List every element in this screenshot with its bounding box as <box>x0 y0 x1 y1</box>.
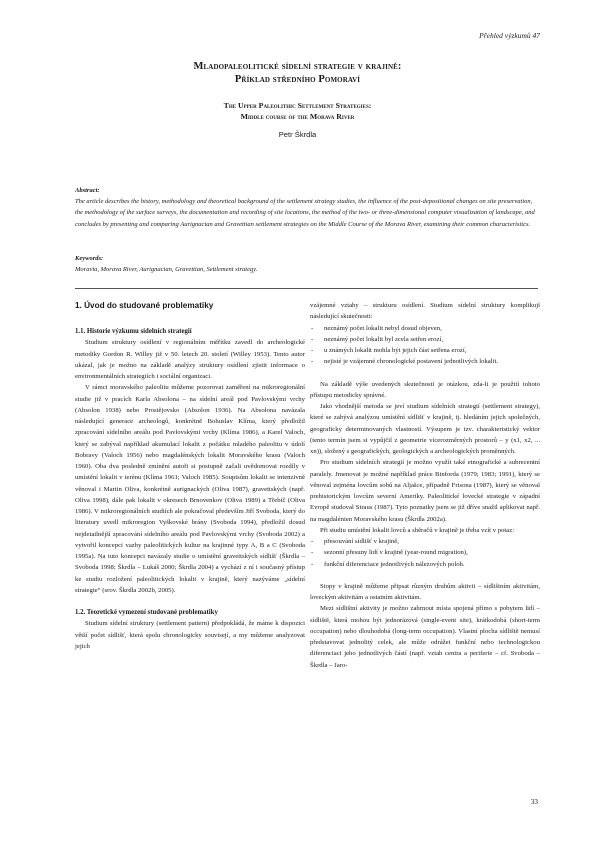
bullet-list <box>310 323 540 368</box>
paragraph: Stopy v krajině můžeme připsat různým druhům aktivit – sídlištním aktivitám, loveckým aktivitám a ostatním aktivitám. <box>310 582 540 601</box>
divider <box>75 288 538 289</box>
list-item: - sezonní přesuny lidí v krajině (year-round migration), <box>310 547 540 558</box>
paragraph: Studium sídelní struktury (settlement pattern) předpokládá, že máme k dispozici větší počet sídlišť, která spolu chronologicky souvisejí, a my můžeme analyzovat jejich <box>75 620 305 650</box>
title-czech <box>0 60 595 86</box>
title-english-line-1: The Upper Paleolithic Settlement Strategies: <box>223 101 372 110</box>
keywords-label: Keywords: <box>75 255 104 262</box>
paragraph: Mezi sídlištní aktivity je možno zahrnout místa spojená přímo s pobytem lidí – sídliště, která mohou být jednorázová (single-event site), krátkodobá (short-term occupation) nebo dlouhodobá (long-term occupation). Vlastní plocha sídliště nemusí představovat jednolitý celek, ale může odrážet funkční nebo technologickou diferenciaci jeho jednotlivých částí (např. vztah centra a periferie – cf. Svoboda – Škrdla – Jaro- <box>310 605 540 669</box>
title-english-line-2: Middle course of the Morava River <box>240 112 355 121</box>
list-item: - funkční diferenciace jednotlivých nálezových poloh. <box>310 559 540 570</box>
list-item: - neznámý počet lokalit nebyl dosud objeven, <box>310 323 540 334</box>
section-heading-1: 1. Úvod do studované problematiky <box>75 301 214 310</box>
paragraph: Pro studium sídelních strategií je možno využít také etnografické a subrecentní paralely. Jmenovat je možné například práce Binforda (1979; 1983; 1991), který se věnoval zejména lovcům sobů na Aljašce, případně Frisona (1987), který se věnoval prehistorickým lovcům severní Ameriky. Paleolitické lovecké strategie v západní Evropě studoval Straus (1987). Tyto poznatky jsem se již dříve snažil aplikovat např. na magdalénien Moravského krasu (Škrdla 2002a). <box>310 459 540 523</box>
paragraph: Studium struktury osídlení v regionálním měřítku zavedl do archeologické metodiky Gordon R. Willey již v 50. letech 20. století (Willey 1953). Tento autor ukázal, jak je možno na základě analýzy struktury osídlení zjistit informace o environmentálních strategiích i sociální organizaci. <box>75 339 305 380</box>
paragraph: Jako vhodnější metoda se jeví studium sídelních strategií (settlement strategy), které se zabývá analýzou umístění sídlišť v krajině, tj. hledáním jejich společných, geograficky determinovaných vlastností. Výsupem je tzv. charakteristický vektor (tento termín jsem si vypůjčil z geometrie vícerozměrných prostorů – y (x1, x2, ... xn)), složený s geografických, geologických a archeologických proměnných. <box>310 403 540 455</box>
title-english <box>0 100 595 122</box>
list-item: - přesouvání sídlišť v krajině, <box>310 536 540 547</box>
abstract-label: Abstract: <box>75 187 100 194</box>
abstract-text: The article describes the history, methodology and theoretical background of the settlement strategy studies, the influence of the post-depositional changes on site preservation, the methodology of the surface surveys, the documentation and recording of site locations, the method of the two- or three-dimensional computer visualization of landscape, and concludes by presenting and comparing Aurignacian and Gravettian settlement strategies on the Middle Course of the Morava River, examining their common characteristics. <box>75 198 535 228</box>
keywords-text: Moravia, Morava River, Aurignacian, Gravettian, Settlement strategy. <box>75 266 258 274</box>
right-column <box>310 300 540 671</box>
paragraph: Na základě výše uvedených skutečností je otázkou, zda-li je použití tohoto přístupu metodicky správné. <box>310 380 540 399</box>
list-item: - neznámý počet lokalit byl zcela setřen erozí, <box>310 334 540 345</box>
title-czech-line-1: Mladopaleolitické sídelní strategie v krajině: <box>193 61 402 72</box>
abstract <box>75 185 538 230</box>
list-item: - u známých lokalit mohla být jejich část setřena erozí, <box>310 345 540 356</box>
paragraph: vzájemné vztahy – strukturu osídlení. Studium sídelní struktury komplikují následující skutečnosti: <box>310 302 540 321</box>
running-head: Přehled výzkumů 47 <box>479 31 540 40</box>
title-czech-line-2: Příklad středního Pomoraví <box>234 74 361 85</box>
paragraph: V rámci moravského paleolitu můžeme pozorovat zaměření na mikroregionální studie již v pracích Karla Absolona – na sídelní areál pod Pavlovskými vrchy (Absolon 1938) nebo Prostějovsko (Absolon 1936). Na Absolona navázala následující generace archeologů, konkrétně Bohuslav Klíma, který předložil zpracování sídelního areálu pod Pavlovskými vrchy (Klíma 1986), a Karel Valoch, který se zabýval například akumulací lokalit z počátku mladého paleolitu v údolí Bobravy (Valoch 1956) nebo magdalénských lokalit Moravského krasu (Valoch 1960). Oba dva posledně zmínění autoři si postupně začali uvědomovat rozdíly v umístění lokalit v terénu (Klíma 1961; Valoch 1985). Soupisům lokalit se intenzivně věnoval i Martin Oliva, konkrétně aurignackých (Oliva 1987), gravettských (např. Oliva 1998), dále pak lokalit v okresech Brnovenkov (Oliva 1989) a Třebíč (Oliva 1986). V mikroregionálních studiích ale pokračoval především Jiří Svoboda, který do literatury uvedl mikroregion Vyškovské brány (Svoboda 1994), předložil dosud nejdetailnější zpracování sídelního areálu pod Pavlovskými vrchy (Svoboda 2002) a vytvořil koncepci vazby paleolitických kultur na krajinné typy A, B a C (Svoboda 1995a). Na tuto koncepci navázaly studie o umístění gravettských sídlišť (Škrdla – Svoboda 1998; Škrdla – Lukáš 2000; Škrdla 2004) a vychází z ní i současný přístup ke studiu rozložení paleolitických lokalit v krajině, který nazýváme „sídelní strategie“ (srov. Škrdla 2002b, 2005). <box>75 384 305 594</box>
page-number: 33 <box>530 798 538 806</box>
keywords <box>75 253 538 275</box>
author: Petr Škrdla <box>278 130 317 139</box>
paragraph: Při studiu umístění lokalit lovců a sběračů v krajině je třeba vzít v potaz: <box>320 526 515 534</box>
list-item: - nejisté je vzájemné chronologické postavení jednotlivých lokalit. <box>310 356 540 367</box>
subsection-heading-1-1: 1.1. Historie výzkumu sídelních strategií <box>75 328 192 335</box>
subsection-heading-1-2: 1.2. Teoretické vymezení studované problematiky <box>75 609 218 616</box>
bullet-list <box>310 536 540 570</box>
left-column <box>75 300 305 652</box>
